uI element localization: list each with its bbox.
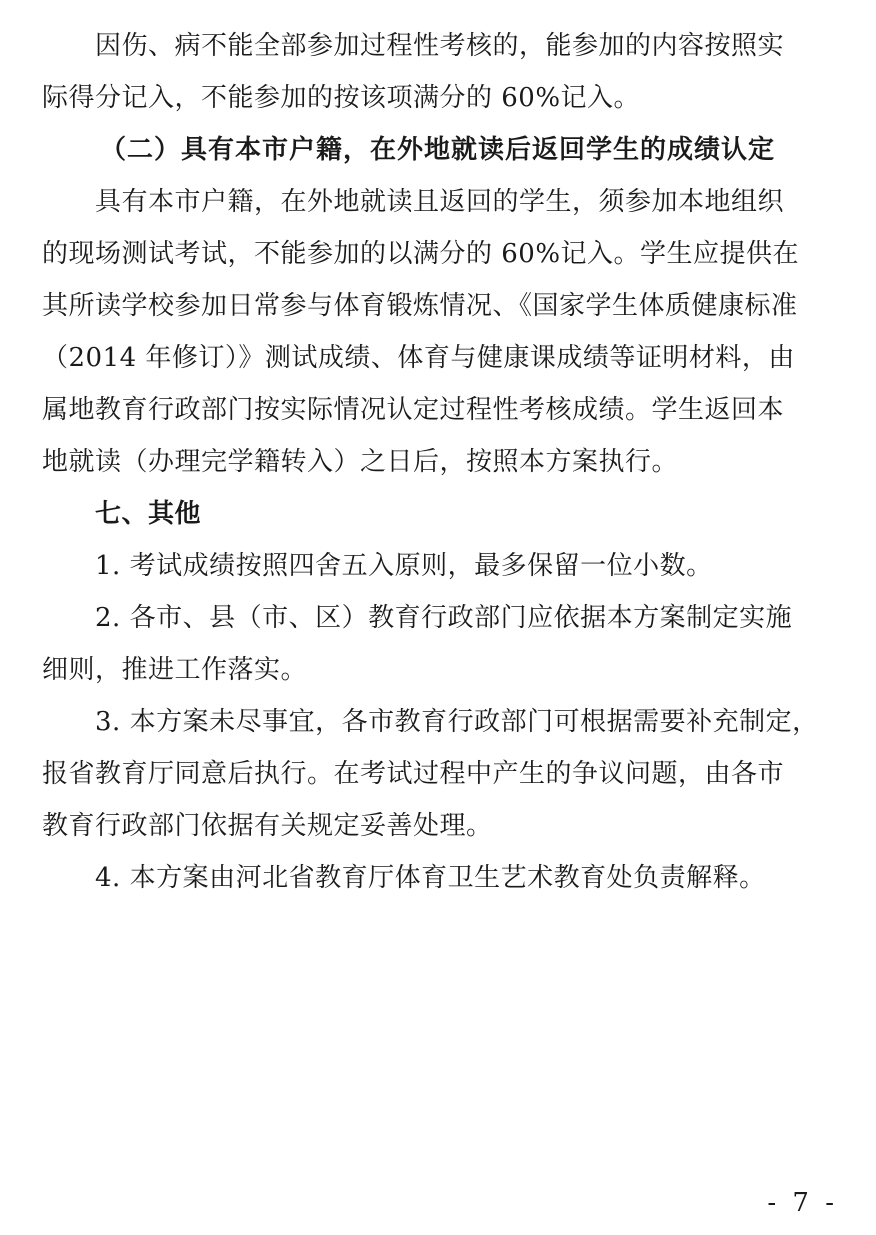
paragraph-line: 际得分记入，不能参加的按该项满分的 60%记入。 xyxy=(42,83,641,113)
section-heading: 七、其他 xyxy=(95,499,202,529)
paragraph-line: （2014 年修订）》测试成绩、体育与健康课成绩等证明材料，由 xyxy=(42,343,795,373)
page-number: - 7 - xyxy=(767,1188,838,1218)
paragraph-line: 因伤、病不能全部参加过程性考核的，能参加的内容按照实 xyxy=(95,31,785,61)
list-item: 3. 本方案未尽事宜，各市教育行政部门可根据需要补充制定， xyxy=(95,707,819,737)
paragraph-line: 地就读（办理完学籍转入）之日后，按照本方案执行。 xyxy=(42,447,679,477)
list-item: 2. 各市、县（市、区）教育行政部门应依据本方案制定实施 xyxy=(95,603,793,633)
paragraph-line: 细则，推进工作落实。 xyxy=(42,655,308,685)
paragraph-line: 的现场测试考试，不能参加的以满分的 60%记入。学生应提供在 xyxy=(42,239,800,269)
paragraph-line: 教育行政部门依据有关规定妥善处理。 xyxy=(42,811,493,841)
list-item: 1. 考试成绩按照四舍五入原则，最多保留一位小数。 xyxy=(95,551,713,581)
section-subheading: （二）具有本市户籍，在外地就读后返回学生的成绩认定 xyxy=(100,135,776,165)
list-item: 4. 本方案由河北省教育厅体育卫生艺术教育处负责解释。 xyxy=(95,863,766,893)
paragraph-line: 其所读学校参加日常参与体育锻炼情况、《国家学生体质健康标准 xyxy=(42,291,798,321)
paragraph-line: 具有本市户籍，在外地就读且返回的学生，须参加本地组织 xyxy=(95,187,785,217)
paragraph-line: 报省教育厅同意后执行。在考试过程中产生的争议问题，由各市 xyxy=(42,759,785,789)
paragraph-line: 属地教育行政部门按实际情况认定过程性考核成绩。学生返回本 xyxy=(42,395,785,425)
